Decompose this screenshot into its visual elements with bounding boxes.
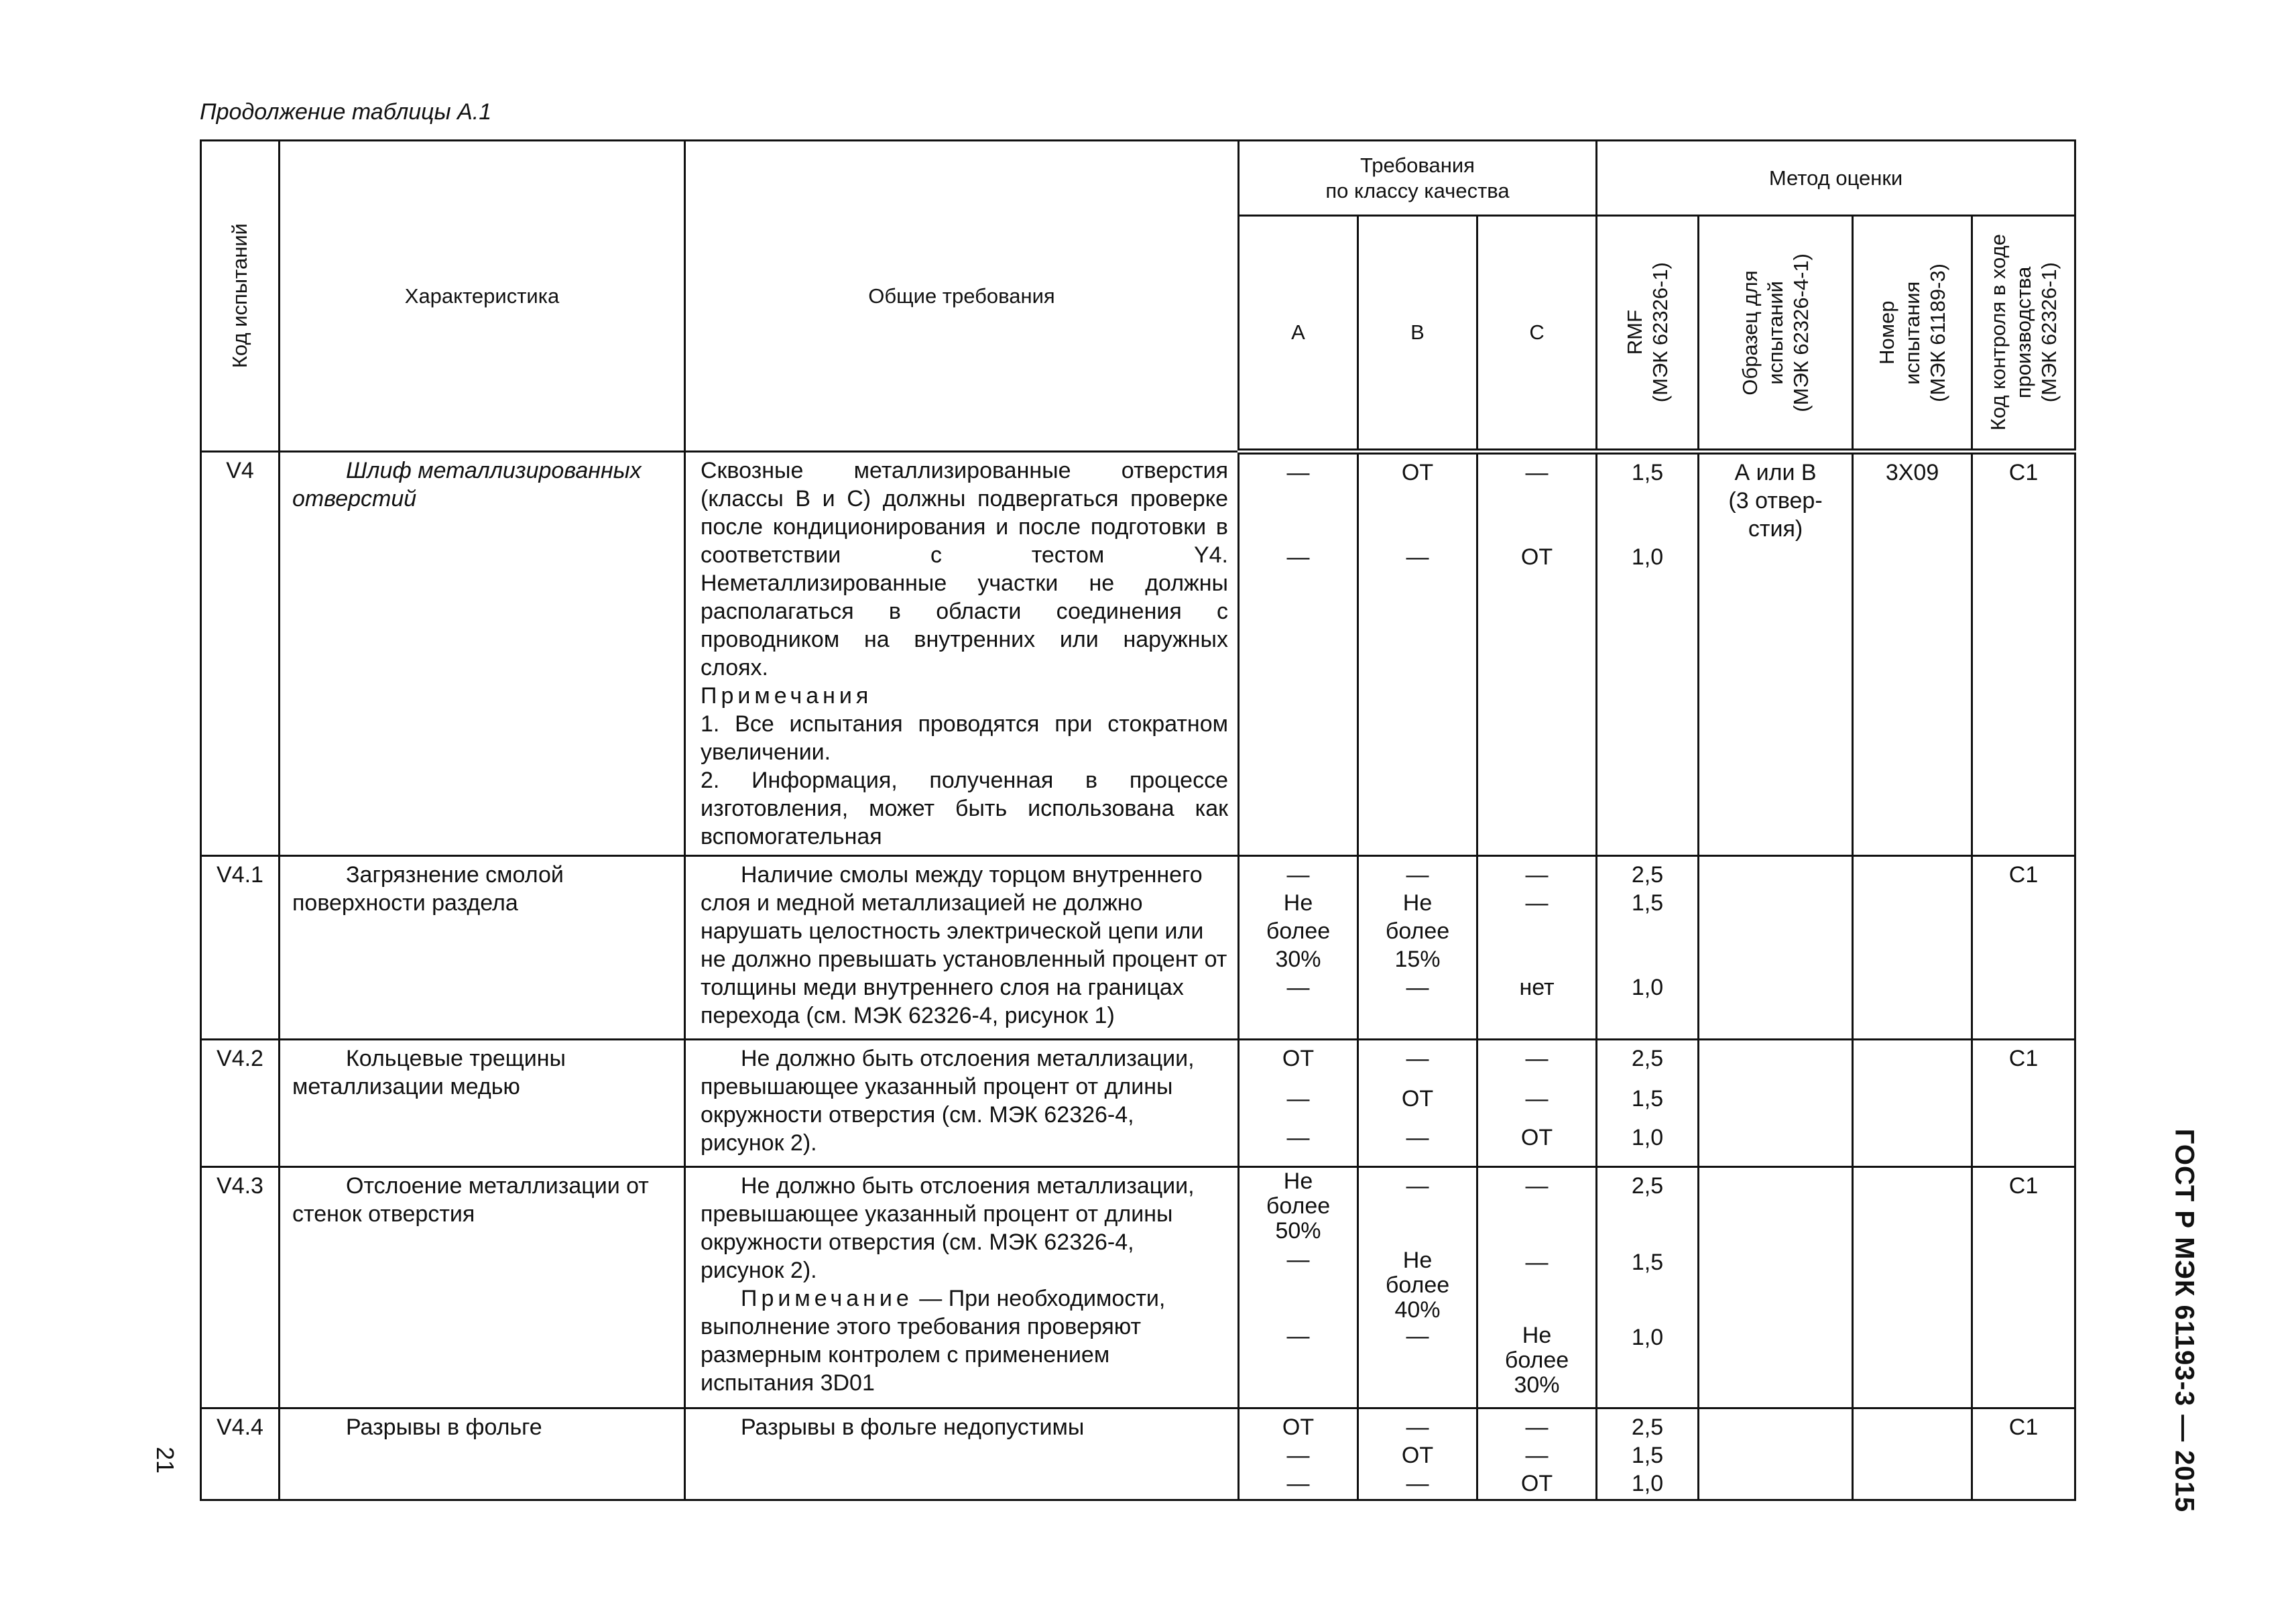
class-a-value: Не более 50% — — xyxy=(1239,1167,1358,1408)
class-a-value: — — xyxy=(1239,452,1358,856)
general-requirements: Наличие смолы между торцом внутреннего слоя и медной металлизацией не должно нарушать целостность электрической цепи или не должно превышать установленный процент от толщины меди внутреннего слоя на границах перехода (см. МЭК 62326-4, рисунок 1) xyxy=(685,856,1239,1040)
general-requirements: Сквозные металлизированные отверстия (классы В и С) должны подвергаться проверке после кондиционирования и после подготовки в соответствии с тестом Y4. Неметаллизированные участки не должны располагаться в области соединения с проводником на внутренних или наружных слоях. Примечания 1. Все испытания проводятся при стократном увеличении. 2. Информация, полученная в процессе изготовления, может быть использована как вспомогательная xyxy=(685,452,1239,856)
test-code: V4.2 xyxy=(201,1040,280,1167)
header-control: Код контроля в ходе производства (МЭК 62326-1) xyxy=(1972,216,2075,452)
test-code: V4.1 xyxy=(201,856,280,1040)
sample-value: А или В (3 отвер- стия) xyxy=(1699,452,1853,856)
characteristic: Кольцевые трещины металлизации медью xyxy=(280,1040,685,1167)
test-number xyxy=(1853,856,1972,1040)
header-code: Код испытаний xyxy=(201,141,280,452)
rmf-value: 1,5 1,0 xyxy=(1597,452,1699,856)
table-row xyxy=(201,856,2075,1040)
header-characteristic: Характеристика xyxy=(280,141,685,452)
header-class-c: С xyxy=(1477,216,1597,452)
test-code: V4 xyxy=(201,452,280,856)
rmf-value: 2,5 1,5 1,0 xyxy=(1597,1040,1699,1167)
table-row xyxy=(201,452,2075,856)
general-requirements: Не должно быть отслоения металлизации, превышающее указанный процент от длины окружности отверстия (см. МЭК 62326-4, рисунок 2). xyxy=(685,1040,1239,1167)
control-code: С1 xyxy=(1972,1408,2075,1500)
class-c-value: — — ОТ xyxy=(1477,1408,1597,1500)
class-c-value: — — ОТ xyxy=(1477,1040,1597,1167)
characteristic: Шлиф металлизированных отверстий xyxy=(280,452,685,856)
class-c-value: — — Не более 30% xyxy=(1477,1167,1597,1408)
test-code: V4.3 xyxy=(201,1167,280,1408)
table-row xyxy=(201,1167,2075,1408)
class-a-value: — Не более 30% — xyxy=(1239,856,1358,1040)
table-row xyxy=(201,1408,2075,1500)
test-code: V4.4 xyxy=(201,1408,280,1500)
characteristic: Загрязнение смолой поверхности раздела xyxy=(280,856,685,1040)
class-b-value: — Не более 40% — xyxy=(1358,1167,1477,1408)
header-general: Общие требования xyxy=(685,141,1239,452)
characteristic: Разрывы в фольге xyxy=(280,1408,685,1500)
test-number: 3Х09 xyxy=(1853,452,1972,856)
rmf-value: 2,5 1,5 1,0 xyxy=(1597,1408,1699,1500)
header-test-no: Номер испытания (МЭК 61189-3) xyxy=(1853,216,1972,452)
header-class-a: А xyxy=(1239,216,1358,452)
class-b-value: ОТ — xyxy=(1358,452,1477,856)
test-number xyxy=(1853,1167,1972,1408)
sample-value xyxy=(1699,1167,1853,1408)
test-number xyxy=(1853,1408,1972,1500)
class-c-value: — ОТ xyxy=(1477,452,1597,856)
control-code: С1 xyxy=(1972,856,2075,1040)
general-requirements: Разрывы в фольге недопустимы xyxy=(685,1408,1239,1500)
header-sample: Образец для испытаний (МЭК 62326-4-1) xyxy=(1699,216,1853,452)
table-caption: Продолжение таблицы А.1 xyxy=(200,99,492,125)
control-code: С1 xyxy=(1972,1167,2075,1408)
table-row xyxy=(201,1040,2075,1167)
rmf-value: 2,5 1,5 1,0 xyxy=(1597,1167,1699,1408)
class-b-value: — Не более 15% — xyxy=(1358,856,1477,1040)
class-b-value: — ОТ — xyxy=(1358,1040,1477,1167)
class-c-value: — — нет xyxy=(1477,856,1597,1040)
class-b-value: — ОТ — xyxy=(1358,1408,1477,1500)
page-number: 21 xyxy=(152,1446,179,1474)
general-requirements: Не должно быть отслоения металлизации, превышающее указанный процент от длины окружности отверстия (см. МЭК 62326-4, рисунок 2). Примечание — При необходимости, выполнение этого требования проверяют размерным контролем с применением испытания 3D01 xyxy=(685,1167,1239,1408)
control-code: С1 xyxy=(1972,1040,2075,1167)
class-a-value: ОТ — — xyxy=(1239,1408,1358,1500)
header-method: Метод оценки xyxy=(1597,141,2075,216)
test-number xyxy=(1853,1040,1972,1167)
sample-value xyxy=(1699,1408,1853,1500)
rmf-value: 2,5 1,5 1,0 xyxy=(1597,856,1699,1040)
requirements-table xyxy=(200,139,2076,1501)
header-rmf: RMF (МЭК 62326-1) xyxy=(1597,216,1699,452)
header-class-b: В xyxy=(1358,216,1477,452)
characteristic: Отслоение металлизации от стенок отверстия xyxy=(280,1167,685,1408)
standard-title: ГОСТ Р МЭК 61193-3 — 2015 xyxy=(2169,1128,2199,1513)
class-a-value: ОТ — — xyxy=(1239,1040,1358,1167)
sample-value xyxy=(1699,856,1853,1040)
sample-value xyxy=(1699,1040,1853,1167)
control-code: С1 xyxy=(1972,452,2075,856)
header-quality: Требования по классу качества xyxy=(1239,141,1597,216)
